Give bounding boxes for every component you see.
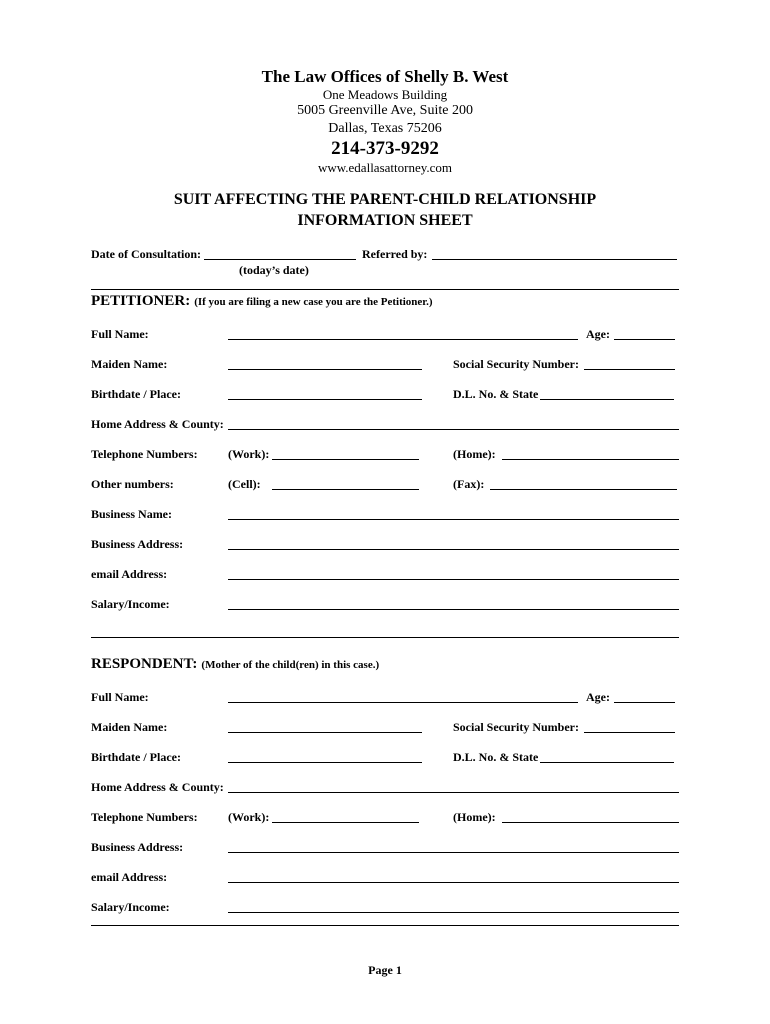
petitioner-cell-label: (Cell):: [228, 477, 261, 491]
date-of-consultation-field[interactable]: [204, 259, 356, 260]
petitioner-other-numbers-label: Other numbers:: [91, 477, 174, 491]
petitioner-fax-field[interactable]: [490, 489, 677, 490]
respondent-maiden-name-label: Maiden Name:: [91, 720, 168, 734]
respondent-full-name-label: Full Name:: [91, 690, 149, 704]
firm-name: The Law Offices of Shelly B. West: [261, 67, 509, 86]
street-address: 5005 Greenville Ave, Suite 200: [297, 103, 473, 118]
petitioner-title: PETITIONER:: [91, 293, 191, 309]
petitioner-salary-label: Salary/Income:: [91, 597, 170, 611]
respondent-heading: [91, 655, 379, 673]
referred-by-label: Referred by:: [362, 247, 428, 261]
respondent-business-address-label: Business Address:: [91, 840, 184, 854]
section-divider: [91, 637, 679, 638]
respondent-ssn-field[interactable]: [584, 732, 675, 733]
petitioner-note: (If you are filing a new case you are the Petitioner.): [194, 296, 433, 308]
section-divider: [91, 925, 679, 926]
petitioner-fax-label: (Fax):: [453, 477, 485, 491]
petitioner-dl-field[interactable]: [540, 399, 674, 400]
section-divider: [91, 289, 679, 290]
phone-number: 214-373-9292: [331, 138, 439, 159]
respondent-dl-field[interactable]: [540, 762, 674, 763]
respondent-age-label: Age:: [586, 690, 610, 704]
petitioner-maiden-name-field[interactable]: [228, 369, 422, 370]
petitioner-work-label: (Work):: [228, 447, 270, 461]
respondent-full-name-field[interactable]: [228, 702, 578, 703]
petitioner-telephone-label: Telephone Numbers:: [91, 447, 198, 461]
petitioner-business-name-field[interactable]: [228, 519, 679, 520]
petitioner-email-field[interactable]: [228, 579, 679, 580]
petitioner-business-name-label: Business Name:: [91, 507, 173, 521]
petitioner-full-name-field[interactable]: [228, 339, 578, 340]
petitioner-age-label: Age:: [586, 327, 610, 341]
respondent-note: (Mother of the child(ren) in this case.): [201, 659, 380, 671]
respondent-maiden-name-field[interactable]: [228, 732, 422, 733]
petitioner-home-label: (Home):: [453, 447, 496, 461]
petitioner-ssn-label: Social Security Number:: [453, 357, 579, 371]
petitioner-dl-label: D.L. No. & State: [453, 387, 539, 401]
petitioner-salary-field[interactable]: [228, 609, 679, 610]
respondent-ssn-label: Social Security Number:: [453, 720, 579, 734]
respondent-birthdate-field[interactable]: [228, 762, 422, 763]
referred-by-field[interactable]: [432, 259, 677, 260]
petitioner-cell-field[interactable]: [272, 489, 419, 490]
petitioner-home-address-field[interactable]: [228, 429, 679, 430]
date-of-consultation-label: Date of Consultation:: [91, 247, 201, 261]
petitioner-birthdate-label: Birthdate / Place:: [91, 387, 181, 401]
petitioner-age-field[interactable]: [614, 339, 675, 340]
respondent-email-label: email Address:: [91, 870, 168, 884]
petitioner-home-address-label: Home Address & County:: [91, 417, 224, 431]
form-title: SUIT AFFECTING THE PARENT-CHILD RELATIONSHIP: [173, 191, 597, 208]
respondent-home-address-label: Home Address & County:: [91, 780, 224, 794]
petitioner-home-phone-field[interactable]: [502, 459, 679, 460]
respondent-home-phone-field[interactable]: [502, 822, 679, 823]
form-subtitle: INFORMATION SHEET: [297, 212, 473, 229]
page-number: Page 1: [368, 963, 402, 977]
city-address: Dallas, Texas 75206: [328, 121, 442, 136]
respondent-work-label: (Work):: [228, 810, 270, 824]
respondent-dl-label: D.L. No. & State: [453, 750, 539, 764]
petitioner-maiden-name-label: Maiden Name:: [91, 357, 168, 371]
petitioner-ssn-field[interactable]: [584, 369, 675, 370]
respondent-home-address-field[interactable]: [228, 792, 679, 793]
petitioner-heading: [91, 292, 433, 310]
respondent-birthdate-label: Birthdate / Place:: [91, 750, 181, 764]
respondent-salary-label: Salary/Income:: [91, 900, 170, 914]
respondent-age-field[interactable]: [614, 702, 675, 703]
website: www.edallasattorney.com: [317, 160, 453, 175]
petitioner-business-address-label: Business Address:: [91, 537, 184, 551]
respondent-business-address-field[interactable]: [228, 852, 679, 853]
respondent-salary-field[interactable]: [228, 912, 679, 913]
petitioner-work-phone-field[interactable]: [272, 459, 419, 460]
petitioner-full-name-label: Full Name:: [91, 327, 149, 341]
petitioner-birthdate-field[interactable]: [228, 399, 422, 400]
respondent-home-label: (Home):: [453, 810, 496, 824]
respondent-work-phone-field[interactable]: [272, 822, 419, 823]
building-name: One Meadows Building: [322, 87, 448, 102]
petitioner-email-label: email Address:: [91, 567, 168, 581]
respondent-email-field[interactable]: [228, 882, 679, 883]
respondent-telephone-label: Telephone Numbers:: [91, 810, 198, 824]
todays-date-hint: (today’s date): [239, 263, 309, 277]
respondent-title: RESPONDENT:: [91, 656, 198, 672]
petitioner-business-address-field[interactable]: [228, 549, 679, 550]
